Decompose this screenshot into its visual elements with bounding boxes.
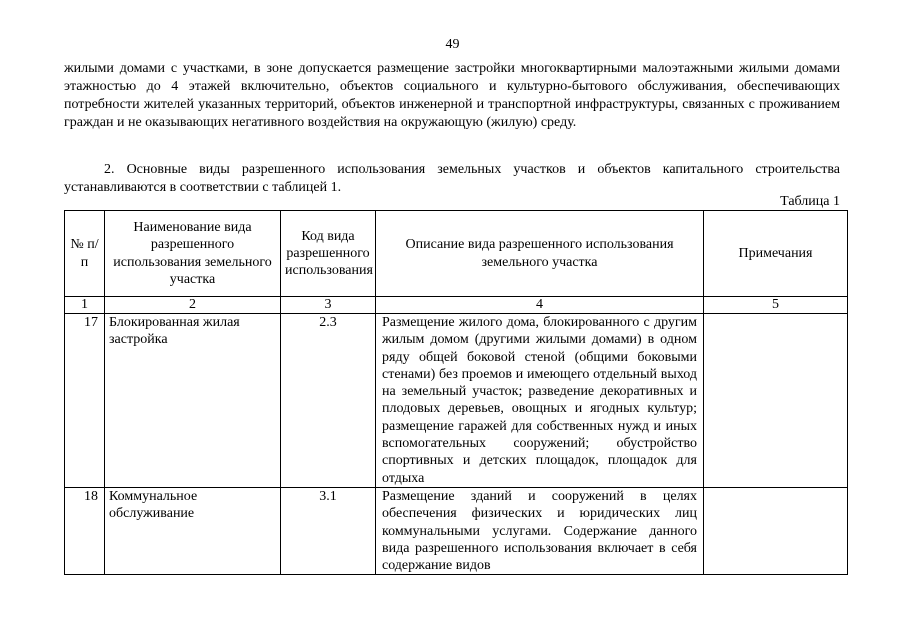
table-caption: Таблица 1 xyxy=(780,194,840,209)
row-name: Блокированная жилая застройка xyxy=(105,314,281,488)
column-number: 2 xyxy=(105,297,281,314)
column-number: 1 xyxy=(65,297,105,314)
table-row xyxy=(65,487,848,574)
header-no: № п/п xyxy=(65,211,105,297)
header-notes: Примечания xyxy=(704,211,848,297)
row-code: 3.1 xyxy=(281,487,376,574)
table-row xyxy=(65,314,848,488)
row-code: 2.3 xyxy=(281,314,376,488)
table-header-row xyxy=(65,211,848,297)
column-number: 3 xyxy=(281,297,376,314)
row-name: Коммунальное обслуживание xyxy=(105,487,281,574)
land-use-table xyxy=(64,210,848,575)
row-description: Размещение жилого дома, блокированного с другим жилым домом (другими жилыми домами) в одном ряду общей боковой стеной (общими боковыми стенами) без проемов и имеющего отдельный выход на земельный участок; разведение декоративных и плодовых деревьев, овощных и ягодных культур; размещение гаражей для собственных нужд и иных вспомогательных сооружений; обустройство спортивных и детских площадок, площадок для отдыха xyxy=(376,314,704,488)
column-number: 5 xyxy=(704,297,848,314)
row-notes xyxy=(704,314,848,488)
header-name: Наименование вида разрешенного использования земельного участка xyxy=(105,211,281,297)
header-description: Описание вида разрешенного использования земельного участка xyxy=(376,211,704,297)
row-description: Размещение зданий и сооружений в целях обеспечения физических и юридических лиц коммунальными услугами. Содержание данного вида разрешенного использования включает в себя содержание видов xyxy=(376,487,704,574)
row-number: 17 xyxy=(65,314,105,488)
intro-paragraph: жилыми домами с участками, в зоне допускается размещение застройки многоквартирными малоэтажными жилыми домами этажностью до 4 этажей включительно, объектов социального и культурно-бытового обслуживания, обеспечивающих потребности жителей указанных территорий, объектов инженерной и транспортной инфраструктуры, связанных с проживанием граждан и не оказывающих негативного воздействия на окружающую (жилую) среду. xyxy=(64,61,840,130)
column-number-row xyxy=(65,297,848,314)
section-paragraph: 2. Основные виды разрешенного использования земельных участков и объектов капитального строительства устанавливаются в соответствии с таблицей 1. xyxy=(64,162,840,195)
header-code: Код вида разрешенного использования xyxy=(281,211,376,297)
row-notes xyxy=(704,487,848,574)
row-number: 18 xyxy=(65,487,105,574)
column-number: 4 xyxy=(376,297,704,314)
page-number: 49 xyxy=(445,37,460,52)
